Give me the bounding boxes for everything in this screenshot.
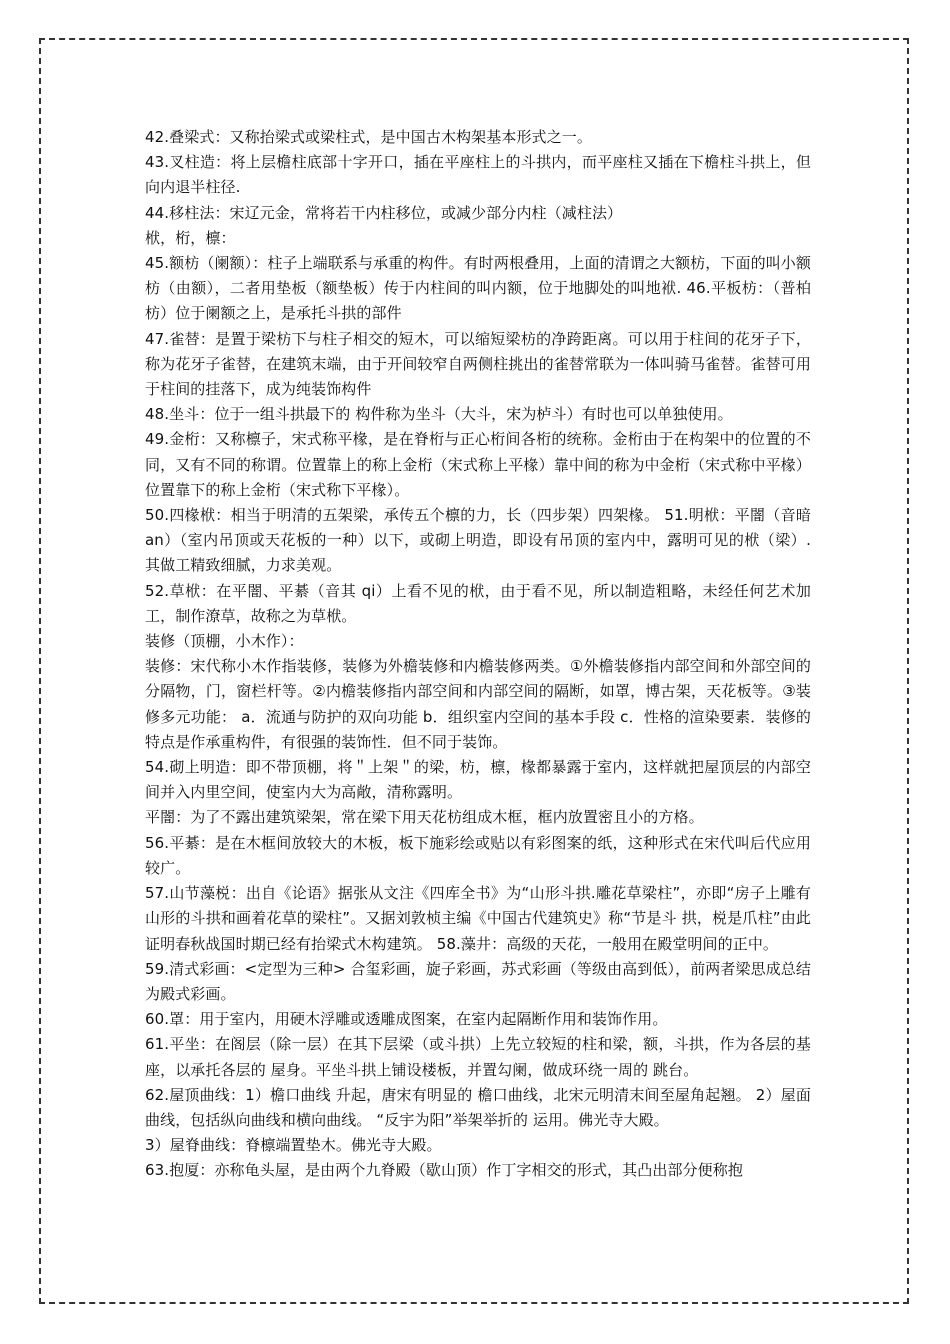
paragraph: 平闇：为了不露出建筑梁架，常在梁下用天花枋组成木框，框内放置密且小的方格。 [145, 808, 704, 827]
paragraph: 63.抱厦：亦称龟头屋，是由两个九脊殿（歇山顶）作丁字相交的形式，其凸出部分便称抱 [145, 1161, 743, 1180]
paragraph: 47.雀替：是置于梁枋下与柱子相交的短木，可以缩短梁枋的净跨距离。可以用于柱间的花牙子下，称为花牙子雀替，在建筑末端，由于开间较窄自两侧柱挑出的雀替常联为一体叫骑马雀替。雀替可用于柱间的挂落下，成为纯装饰构件 [145, 329, 811, 399]
paragraph: 48.坐斗：位于一组斗拱最下的 构件称为坐斗（大斗，宋为栌斗）有时也可以单独使用。 [145, 405, 733, 424]
paragraph: 50.四椽栿：相当于明清的五架梁，承传五个檩的力，长（四步架）四架椽。 51.明栿：平闇（音暗 an）（室内吊顶或天花板的一种）以下，或砌上明造，即设有吊顶的室内中，露明可见的栿（梁）. 其做工精致细腻，力求美观。 [145, 506, 811, 575]
section-heading: 栿，桁，檩： [145, 228, 236, 247]
paragraph: 61.平坐：在阁层（除一层）在其下层梁（或斗拱）上先立较短的柱和梁，额，斗拱，作为各层的基座，以承托各层的 屋身。平坐斗拱上铺设楼板，并置勾阑，做成环绕一周的 跳台。 [145, 1035, 811, 1079]
paragraph: 42.叠梁式：又称抬梁式或梁柱式，是中国古木构架基本形式之一。 [145, 128, 592, 146]
section-heading: 装修（顶棚，小木作）： [145, 632, 304, 651]
paragraph: 62.屋顶曲线：1）檐口曲线 升起，唐宋有明显的 檐口曲线，北宋元明清末间至屋角起翘。 2）屋面曲线，包括纵向曲线和横向曲线。 “反宇为阳”举架举折的 运用。佛光寺大殿。 [145, 1085, 811, 1129]
paragraph: 52.草栿：在平闇、平綦（音其 qi）上看不见的栿，由于看不见，所以制造粗略，未经任何艺术加工，制作潦草，故称之为草栿。 [145, 581, 811, 625]
paragraph: 43.叉柱造：将上层檐柱底部十字开口，插在平座柱上的斗拱内，而平座柱又插在下檐柱斗拱上，但向内退半柱径. [145, 153, 811, 197]
paragraph: 45.额枋（阑额）：柱子上端联系与承重的构件。有时两根叠用，上面的清谓之大额枋，下面的叫小额枋（由额），二者用垫板（额垫板）传于内柱间的叫内额，位于地脚处的叫地袱. 46.平板枋：（普柏枋）位于阑额之上，是承托斗拱的部件 [145, 254, 811, 323]
paragraph: 49.金桁：又称檩子，宋式称平椽，是在脊桁与正心桁间各桁的统称。金桁由于在构架中的位置的不同，又有不同的称谓。位置靠上的称上金桁（宋式称上平椽）靠中间的称为中金桁（宋式称中平椽）位置靠下的称上金桁（宋式称下平椽）。 [145, 430, 811, 499]
paragraph: 装修：宋代称小木作指装修，装修为外檐装修和内檐装修两类。①外檐装修指内部空间和外部空间的分隔物，门，窗栏杆等。②内檐装修指内部空间和内部空间的隔断，如罩，博古架，天花板等。③装修多元功能： a．流通与防护的双向功能 b．组织室内空间的基本手段 c．性格的渲染要素．装修的特点是作承重构件，有很强的装饰性．但不同于装饰。 [145, 657, 811, 751]
paragraph: 3）屋脊曲线：脊檩端置垫木。佛光寺大殿。 [145, 1136, 442, 1155]
paragraph: 44.移柱法：宋辽元金，常将若干内柱移位，或减少部分内柱（减柱法） [145, 203, 623, 222]
document-body [145, 125, 811, 1184]
paragraph: 57.山节藻棁：出自《论语》据张从文注《四库全书》为“山形斗拱.雕花草梁柱”，亦即“房子上雕有山形的斗拱和画着花草的梁柱”。又据刘敦桢主编《中国古代建筑史》称“节是斗 拱，棁是爪柱”由此证明春秋战国时期已经有抬梁式木构建筑。 58.藻井：高级的天花，一般用在殿堂明间的正中。 [145, 884, 811, 953]
paragraph: 56.平綦：是在木框间放较大的木板，板下施彩绘或贴以有彩图案的纸，这种形式在宋代叫后代应用较广。 [145, 833, 811, 877]
paragraph: 54.砌上明造：即不带顶棚，将＂上架＂的梁，枋，檩，椽都暴露于室内，这样就把屋顶层的内部空间并入内里空间，使室内大为高敞，清称露明。 [145, 758, 811, 802]
paragraph: 60.罩：用于室内，用硬木浮雕或透雕成图案，在室内起隔断作用和装饰作用。 [145, 1010, 668, 1029]
paragraph: 59.清式彩画：<定型为三种> 合玺彩画，旋子彩画，苏式彩画（等级由高到低），前两者梁思成总结为殿式彩画。 [145, 959, 811, 1003]
